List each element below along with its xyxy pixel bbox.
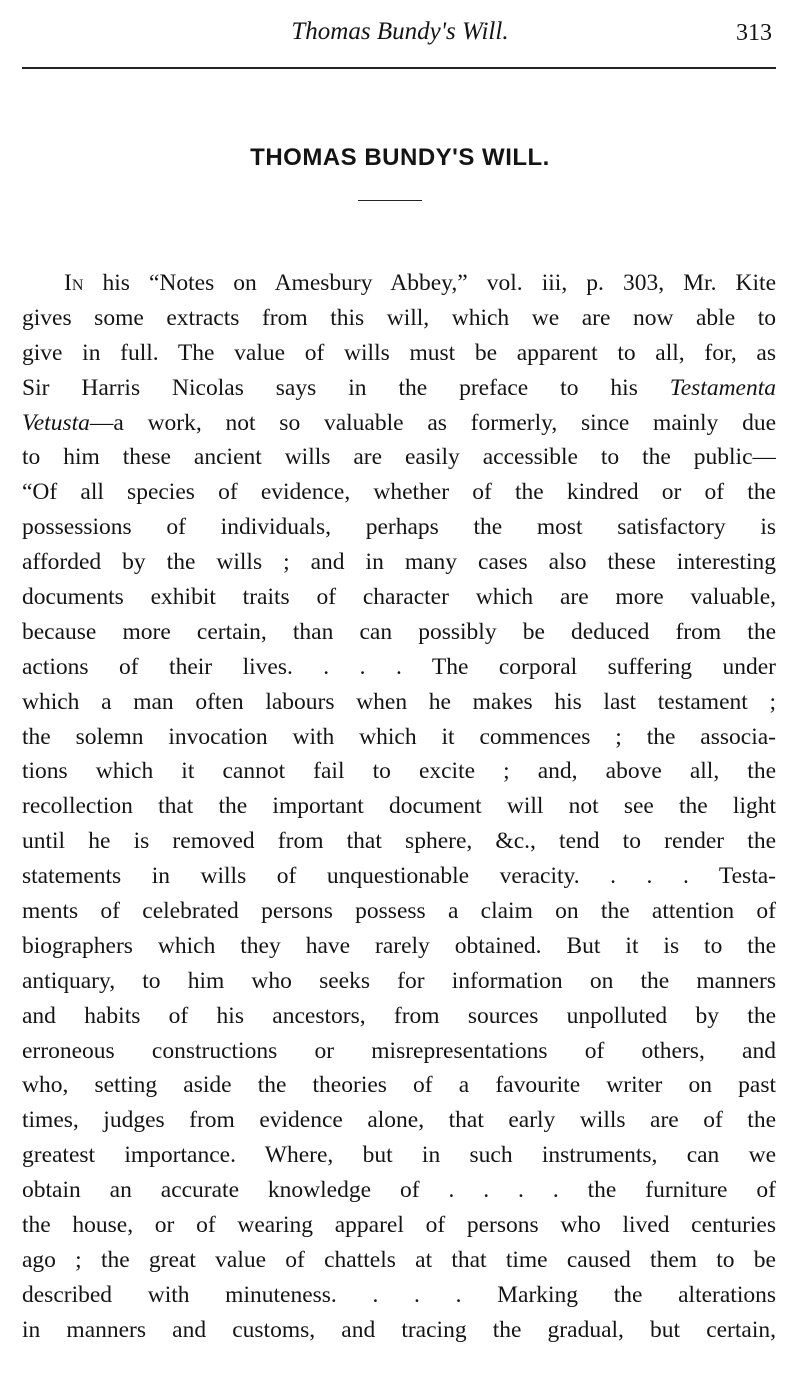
text-segment: recollection that the important document will not see the light	[22, 793, 776, 820]
text-line	[22, 650, 776, 685]
text-segment: until he is removed from that sphere, &c., tend to render the	[22, 828, 776, 855]
text-segment: which a man often labours when he makes his last testament ;	[22, 688, 776, 715]
text-line	[22, 824, 776, 859]
text-segment: Sir Harris Nicolas says in the preface to his	[22, 374, 670, 401]
text-segment: because more certain, than can possibly be deduced from the	[22, 618, 776, 645]
text-segment: ments of celebrated persons possess a claim on the attention of	[22, 898, 776, 925]
text-segment: documents exhibit traits of character which are more valuable,	[22, 584, 776, 611]
text-line	[22, 440, 776, 475]
text-segment: in manners and customs, and tracing the gradual, but certain,	[22, 1316, 776, 1343]
text-segment: described with minuteness. . . . Marking the alterations	[22, 1281, 776, 1308]
text-segment: statements in wills of unquestionable veracity. . . . Testa-	[22, 863, 776, 890]
text-line	[22, 1278, 776, 1313]
text-line	[22, 1034, 776, 1069]
text-line	[22, 859, 776, 894]
text-line	[22, 406, 776, 441]
text-line	[22, 510, 776, 545]
text-line	[22, 1208, 776, 1243]
text-line	[22, 720, 776, 755]
running-title: Thomas Bundy's Will.	[291, 18, 509, 45]
text-segment: afforded by the wills ; and in many cases also these interesting	[22, 549, 776, 576]
text-segment: obtain an accurate knowledge of . . . . the furniture of	[22, 1177, 776, 1204]
text-segment: greatest importance. Where, but in such instruments, can we	[22, 1142, 776, 1169]
text-segment: the solemn invocation with which it commences ; the associa-	[22, 723, 776, 750]
text-segment: —a work, not so valuable as formerly, since mainly due	[89, 409, 776, 436]
text-line	[22, 1173, 776, 1208]
text-segment: to him these ancient wills are easily accessible to the public—	[22, 444, 776, 471]
text-segment: and habits of his ancestors, from sources unpolluted by the	[22, 1002, 776, 1029]
text-segment: the house, or of wearing apparel of persons who lived centuries	[22, 1212, 776, 1239]
text-line	[22, 1313, 776, 1348]
header-rule	[22, 67, 776, 69]
text-line	[22, 371, 776, 406]
text-segment: erroneous constructions or misrepresentations of others, and	[22, 1037, 776, 1064]
text-line	[22, 1068, 776, 1103]
text-segment: biographers which they have rarely obtained. But it is to the	[22, 932, 776, 959]
article-title: THOMAS BUNDY'S WILL.	[250, 144, 550, 171]
italic-title: Vetusta	[22, 409, 90, 436]
body-text	[22, 266, 776, 1348]
small-caps-opening: In	[64, 270, 84, 296]
text-line	[22, 580, 776, 615]
text-segment: give in full. The value of wills must be apparent to all, for, as	[22, 339, 776, 366]
text-line	[22, 999, 776, 1034]
text-line	[22, 475, 776, 510]
title-rule	[358, 200, 422, 201]
text-line	[22, 1243, 776, 1278]
text-line	[22, 545, 776, 580]
text-line	[22, 1138, 776, 1173]
text-line	[22, 685, 776, 720]
page-number: 313	[736, 20, 772, 46]
italic-title: Testamenta	[669, 374, 776, 401]
text-line	[22, 894, 776, 929]
text-segment: his “Notes on Amesbury Abbey,” vol. iii, p. 303, Mr. Kite	[83, 270, 776, 296]
text-segment: possessions of individuals, perhaps the most satisfactory is	[22, 514, 776, 541]
text-line	[22, 336, 776, 371]
text-segment: times, judges from evidence alone, that early wills are of the	[22, 1107, 776, 1134]
text-line	[22, 301, 776, 336]
text-segment: who, setting aside the theories of a favourite writer on past	[22, 1072, 776, 1099]
text-line	[22, 1103, 776, 1138]
running-head	[0, 18, 800, 58]
text-segment: “Of all species of evidence, whether of the kindred or of the	[22, 479, 776, 506]
text-segment: actions of their lives. . . . The corporal suffering under	[22, 653, 776, 680]
text-segment: gives some extracts from this will, which we are now able to	[22, 304, 776, 331]
text-line	[22, 964, 776, 999]
text-line	[22, 754, 776, 789]
text-line	[22, 929, 776, 964]
text-segment: ago ; the great value of chattels at that time caused them to be	[22, 1246, 776, 1273]
text-segment: antiquary, to him who seeks for information on the manners	[22, 967, 776, 994]
text-segment: tions which it cannot fail to excite ; and, above all, the	[22, 758, 776, 785]
text-line	[22, 615, 776, 650]
text-line	[22, 789, 776, 824]
text-line	[22, 266, 776, 301]
